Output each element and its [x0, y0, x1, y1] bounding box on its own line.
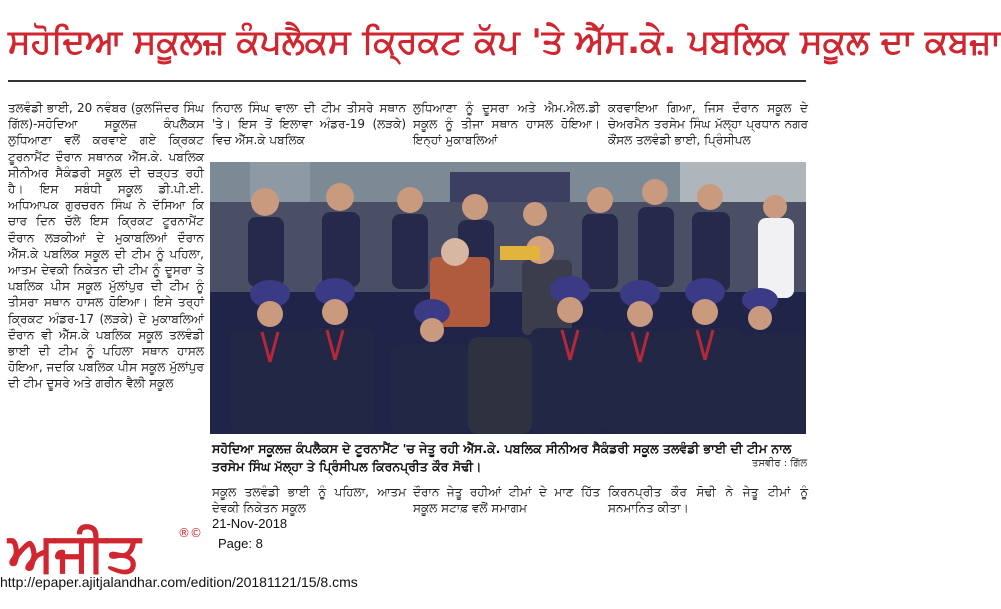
article-column-4-top: ਕਰਵਾਇਆ ਗਿਆ, ਜਿਸ ਦੌਰਾਨ ਸਕੂਲ ਦੇ ਚੇਅਰਮੈਨ ਤਰਸੇਮ ਸਿੰਘ ਮੱਲ੍ਹਾ ਪ੍ਰਧਾਨ ਨਗਰ ਕੌਂਸਲ ਤਲਵੰਡੀ ਭਾਈ, ਪ੍ਰਿੰਸੀਪਲ: [608, 101, 808, 148]
team-photo-illustration: [210, 162, 806, 434]
headline-rule: [8, 80, 806, 82]
headline: ਸਹੋਦਿਆ ਸਕੂਲਜ਼ ਕੰਪਲੈਕਸ ਕ੍ਰਿਕਟ ਕੱਪ 'ਤੇ ਐੱਸ.ਕੇ. ਪਬਲਿਕ ਸਕੂਲ ਦਾ ਕਬਜ਼ਾ: [8, 22, 1001, 62]
team-photo: [210, 162, 806, 434]
logo-text: ਅਜੀਤ: [8, 520, 141, 584]
article-column-2-top: ਨਿਹਾਲ ਸਿੰਘ ਵਾਲਾ ਦੀ ਟੀਮ ਤੀਸਰੇ ਸਥਾਨ 'ਤੇ। ਇਸ ਤੋਂ ਇਲਾਵਾ ਅੰਡਰ-19 (ਲੜਕੇ) ਵਿਚ ਐੱਸ.ਕੇ ਪਬਲਿਕ: [212, 101, 406, 148]
photo-caption: ਸਹੋਦਿਆ ਸਕੂਲਜ਼ ਕੰਪਲੈਕਸ ਦੇ ਟੂਰਨਾਮੈਂਟ 'ਚ ਜੇਤੂ ਰਹੀ ਐੱਸ.ਕੇ. ਪਬਲਿਕ ਸੀਨੀਅਰ ਸੈਕੰਡਰੀ ਸਕੂਲ ਤਲਵੰਡੀ ਭਾਈ ਦੀ ਟੀਮ ਨਾਲ ਤਰਸੇਮ ਸਿੰਘ ਮੱਲ੍ਹਾ ਤੇ ਪ੍ਰਿੰਸੀਪਲ ਕਿਰਨਪ੍ਰੀਤ ਕੌਰ ਸੋਢੀ।: [212, 441, 792, 474]
photo-credit: ਤਸਵੀਰ : ਗਿੱਲ: [752, 458, 808, 469]
article-column-3-top: ਲੁਧਿਆਣਾ ਨੂੰ ਦੂਸਰਾ ਅਤੇ ਐਮ.ਐਲ.ਡੀ ਸਕੂਲ ਨੂੰ ਤੀਜਾ ਸਥਾਨ ਹਾਸਲ ਹੋਇਆ। ਇਨ੍ਹਾਂ ਮੁਕਾਬਲਿਆਂ: [413, 101, 600, 148]
article-column-4-bottom: ਕਿਰਨਪ੍ਰੀਤ ਕੌਰ ਸੋਢੀ ਨੇ ਜੇਤੂ ਟੀਮਾਂ ਨੂੰ ਸਨਮਾਨਿਤ ਕੀਤਾ।: [608, 485, 808, 516]
article-column-1: ਤਲਵੰਡੀ ਭਾਈ, 20 ਨਵੰਬਰ (ਕੁਲਜਿੰਦਰ ਸਿੰਘ ਗਿੱਲ)-ਸਹੋਦਿਆ ਸਕੂਲਜ਼ ਕੰਪਲੈਕਸ ਲੁਧਿਆਣਾ ਵਲੋਂ ਕਰਵਾਏ ਗਏ ਕ੍ਰਿਕਟ ਟੂਰਨਾਮੈਂਟ ਦੌਰਾਨ ਸਥਾਨਕ ਐੱਸ.ਕੇ. ਪਬਲਿਕ ਸੀਨੀਅਰ ਸੈਕੰਡਰੀ ਸਕੂਲ ਦੀ ਚੜ੍ਹਤ ਰਹੀ ਹੈ। ਇਸ ਸਬੰਧੀ ਸਕੂਲ ਡੀ.ਪੀ.ਈ. ਅਧਿਆਪਕ ਗੁਰਚਰਨ ਸਿੰਘ ਨੇ ਦੱਸਿਆ ਕਿ ਚਾਰ ਦਿਨ ਚੱਲੇ ਇਸ ਕ੍ਰਿਕਟ ਟੂਰਨਾਮੈਂਟ ਦੌਰਾਨ ਲੜਕੀਆਂ ਦੇ ਮੁਕਾਬਲਿਆਂ ਦੌਰਾਨ ਐੱਸ.ਕੇ ਪਬਲਿਕ ਸਕੂਲ ਦੀ ਟੀਮ ਨੂੰ ਪਹਿਲਾ, ਆਤਮ ਦੇਵਕੀ ਨਿਕੇਤਨ ਦੀ ਟੀਮ ਨੂੰ ਦੂਸਰਾ ਤੇ ਪਬਲਿਕ ਪੀਸ ਸਕੂਲ ਮੁੱਲਾਂਪੁਰ ਦੀ ਟੀਮ ਨੂੰ ਤੀਸਰਾ ਸਥਾਨ ਹਾਸਲ ਹੋਇਆ। ਇਸੇ ਤਰ੍ਹਾਂ ਕ੍ਰਿਕਟ ਅੰਡਰ-17 (ਲੜਕੇ) ਦੇ ਮੁਕਾਬਲਿਆਂ ਦੌਰਾਨ ਵੀ ਐੱਸ.ਕੇ ਪਬਲਿਕ ਸਕੂਲ ਤਲਵੰਡੀ ਭਾਈ ਦੀ ਟੀਮ ਨੂੰ ਪਹਿਲਾ ਸਥਾਨ ਹਾਸਲ ਹੋਇਆ, ਜਦਕਿ ਪਬਲਿਕ ਪੀਸ ਸਕੂਲ ਮੁੱਲਾਂਪੁਰ ਦੀ ਟੀਮ ਦੂਸਰੇ ਅਤੇ ਗਰੀਨ ਵੈਲੀ ਸਕੂਲ: [8, 101, 204, 391]
page-number: Page: 8: [218, 536, 263, 551]
article-column-3-bottom: ਦੌਰਾਨ ਜੇਤੂ ਰਹੀਆਂ ਟੀਮਾਂ ਦੇ ਮਾਣ ਹਿੱਤ ਸਕੂਲ ਸਟਾਫ਼ ਵਲੋਂ ਸਮਾਗਮ: [413, 485, 600, 516]
article-column-2-bottom: ਸਕੂਲ ਤਲਵੰਡੀ ਭਾਈ ਨੂੰ ਪਹਿਲਾ, ਆਤਮ ਦੇਵਕੀ ਨਿਕੇਤਨ ਸਕੂਲ: [212, 485, 406, 516]
source-url[interactable]: http://epaper.ajitjalandhar.com/edition/20181121/15/8.cms: [0, 574, 358, 590]
registered-mark: ®©: [178, 526, 202, 540]
edition-date: 21-Nov-2018: [212, 516, 288, 531]
